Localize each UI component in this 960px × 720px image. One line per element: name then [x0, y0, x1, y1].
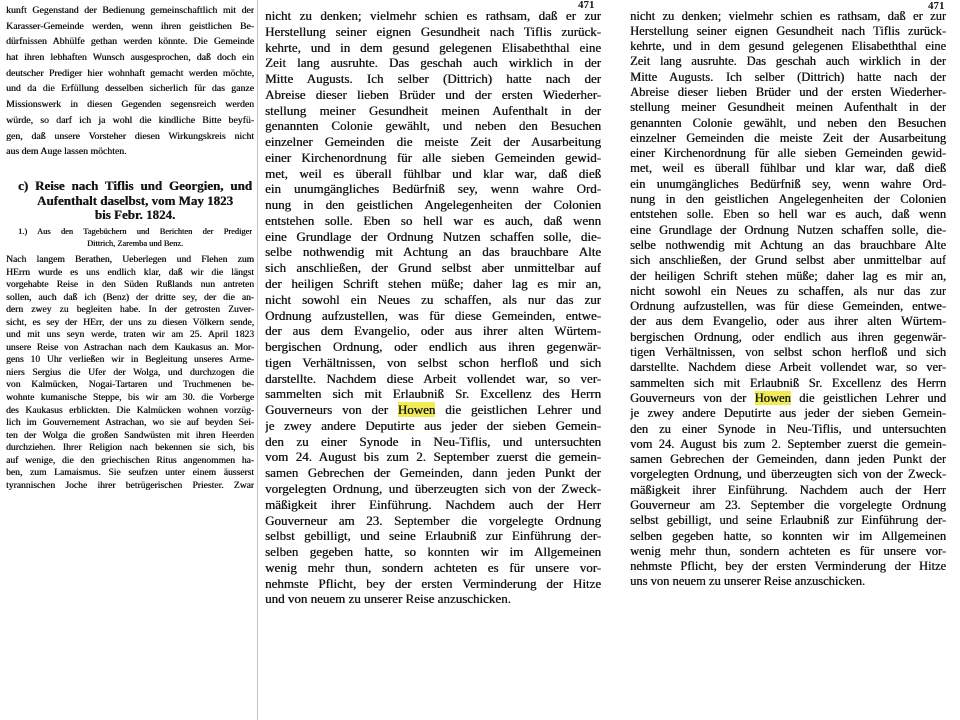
body-paragraph	[6, 254, 254, 492]
text-line: selben gegeben hatte, so konnten wir im Allgemeinen	[265, 544, 601, 560]
text-line: Nach langem Berathen, Ueberlegen und Flehen zum	[6, 254, 254, 265]
text-line: nicht zu denken; vielmehr schien es rathsam, daß er zur	[630, 8, 946, 23]
text-line: vorgelegten Ordnung, und überzeugten sich von der Zweck-	[630, 467, 946, 482]
text-line: der aus dem Evangelio, oder aus ihrer alten Würtem-	[630, 314, 946, 329]
text-line: nicht sowohl ein Neues zu schaffen, als nur das zur	[265, 291, 601, 307]
text-line: HErrn wurde es uns endlich klar, daß wir die längst	[6, 266, 254, 278]
text-line: sammelten sich mit Erlaubniß Sr. Excellenz des Herrn	[265, 386, 601, 402]
text-line: und da die Erfüllung desselben sicherlich für das ganze	[6, 83, 254, 95]
middle-page-scan	[262, 0, 604, 720]
text-line: vom 24. August bis zum 2. September zuerst die gemein-	[630, 436, 946, 451]
text-line: einer Kirchenordnung für alle sieben Gemeinden gewid-	[630, 146, 946, 161]
text-line: Zeit lang ausruhte. Das geschah auch wirklich in der	[630, 54, 946, 69]
text-line: mäßigkeit ihrer Einführung. Nachdem auch der Herr	[265, 496, 601, 512]
highlighted-word: Howen	[754, 390, 791, 405]
text-segment: die geistlichen Lehrer und	[435, 402, 601, 418]
text-line: Abreise dieser lieben Brüder und der ersten Wiederher-	[630, 84, 946, 99]
text-line: bergischen Ordnung, oder endlich aus ihren gegenwär-	[630, 329, 946, 344]
text-line: den zu einer Synode in Neu-Tiflis, und untersuchten	[265, 433, 601, 449]
text-line: einzelner Gemeinden die meiste Zeit der Ausarbeitung	[265, 134, 601, 150]
left-page-scan	[0, 0, 257, 720]
text-line: tigen Verhältnissen, von selbst schon herfloß und sich	[265, 354, 601, 370]
right-page-scan	[626, 0, 956, 720]
section-heading	[18, 179, 252, 223]
text-segment: die geistlichen Lehrer und	[790, 390, 946, 405]
text-line: eine Grundlage der Ordnung Nutzen schaffen solle, die-	[630, 222, 946, 237]
text-line: selbe nothwendig mit Achtung an das brauchbare Alte	[265, 244, 601, 260]
text-line: des Kaukasus erblickten. Die Kalmücken wohnen vorzüg-	[6, 404, 254, 416]
text-line: nehmste Pflicht, bey der ersten Verminderung der Hitze	[265, 575, 601, 591]
text-line: sich anschließen, der Grund selbst aber unmittelbar auf	[265, 260, 601, 276]
text-line: 1.) Aus den Tagebüchern und Berichten der Prediger	[18, 227, 252, 236]
text-line: vorgehabte Reise in den Süden Rußlands nun antreten	[6, 279, 254, 291]
text-line: kehrte, und in dem gesund gelegenen Elisabeththal eine	[265, 39, 601, 55]
text-line: nicht zu denken; vielmehr schien es rathsam, daß er zur	[265, 8, 601, 23]
text-line: wenig mehr thun, sondern achteten es für unsere vor-	[630, 543, 946, 558]
text-line: je zwey andere Deputirte aus jeder der sieben Gemein-	[630, 406, 946, 421]
text-line: durchziehen. Ihrer Religion nach bekennen sie sich, bis	[6, 442, 254, 454]
text-line: Missionswerk in diesen Gegenden segensreich werden	[6, 99, 254, 111]
text-line: von Kalmücken, Nogai-Tartaren und Truchmenen be-	[6, 379, 254, 391]
page-number: 471	[578, 0, 595, 11]
text-line: ein unumgängliches Bedürfniß sey, wenn wahre Ord-	[630, 176, 946, 191]
text-line: selbe nothwendig mit Achtung an das brauchbare Alte	[630, 237, 946, 252]
text-line: Mitte Augusts. Ich selber (Dittrich) hatte nach der	[630, 69, 946, 84]
text-line	[630, 391, 946, 406]
text-line: entstehen solle. Eben so hell war es auch, daß wenn	[630, 207, 946, 222]
text-line: niers Sergius die Ufer der Wolga, und durchzogen die	[6, 366, 254, 378]
text-line: bergischen Ordnung, oder endlich aus ihren gegenwär-	[265, 339, 601, 355]
text-line: darstellte. Nachdem diese Arbeit vollendet war, so ver-	[630, 360, 946, 375]
text-line: ein unumgängliches Bedürfniß sey, wenn wahre Ord-	[265, 181, 601, 197]
text-line: ben, zum Lamaismus. Sie seufzen unter einem äusserst	[6, 467, 254, 479]
text-line: Mitte Augusts. Ich selber (Dittrich) hatte nach der	[265, 71, 601, 87]
text-line: selben gegeben hatte, so konnten wir im Allgemeinen	[630, 528, 946, 543]
text-line: mäßigkeit ihrer Einführung. Nachdem auch der Herr	[630, 482, 946, 497]
text-line: met, weil es überall fühlbar und klar war, daß dieß	[630, 161, 946, 176]
text-line: wenig mehr thun, sondern achteten es für unsere vor-	[265, 559, 601, 575]
text-line: würde, so darf ich ja wohl die kindliche Bitte beyfü-	[6, 114, 254, 126]
text-line: gens 10 Uhr verließen wir in Begleitung unseres Arme-	[6, 354, 254, 366]
scan-divider	[257, 0, 258, 720]
text-line: selbst gebilligt, und seine Erlaubniß zur Einführung der-	[265, 528, 601, 544]
text-line: c) Reise nach Tiflis und Georgien, und	[18, 179, 252, 193]
text-line: genannten Colonie gewählt, und neben den Besuchen	[265, 118, 601, 134]
text-segment: Gouverneurs von der	[265, 402, 398, 418]
text-line: unsere Reise von Astrachan nach dem Kaukasus an. Mor-	[6, 341, 254, 353]
text-line: ten der Wolga die großen Sandwüsten mit ihren Heerden	[6, 429, 254, 441]
text-line: stellung meiner Gesundheit meinen Aufenthalt in der	[630, 100, 946, 115]
text-line: Gouverneur am 23. September die vorgelegte Ordnung	[265, 512, 601, 528]
text-line: gen, daß unsere Vorsteher diesen Wirkungskreis nicht	[6, 130, 254, 142]
text-line: met, weil es überall fühlbar und klar war, daß dieß	[265, 165, 601, 181]
text-line: samen Gebrechen der Gemeinden, dann jeden Punkt der	[265, 465, 601, 481]
text-line	[265, 402, 601, 418]
text-line: aus dem Auge lassen möchten.	[6, 146, 127, 158]
text-line: stellung meiner Gesundheit meinen Aufenthalt in der	[265, 102, 601, 118]
text-line: Aufenthalt daselbst, vom May 1823	[36, 193, 234, 208]
text-line: dürfnissen Abhülfe gethan werden könnte. Die Gemeinde	[6, 36, 254, 48]
text-line: lich im Gouvernement Astrachan, wo sie auf beyden Sei-	[6, 417, 254, 429]
text-line: auf wenige, die den griechischen Ritus angenommen ha-	[6, 454, 254, 466]
text-line: genannten Colonie gewählt, und neben den Besuchen	[630, 115, 946, 130]
text-line: Dittrich, Zaremba und Benz.	[86, 238, 184, 248]
text-line: nicht sowohl ein Neues zu schaffen, als nur das zur	[630, 283, 946, 298]
text-line: kehrte, und in dem gesund gelegenen Elisabeththal eine	[630, 39, 946, 54]
text-line: tyrannischen Joche ihrer betrügerischen Priester. Zwar	[6, 479, 254, 491]
text-line: Ordnung aufzustellen, was für diese Gemeinden, entwe-	[265, 307, 601, 323]
page-text	[630, 9, 946, 590]
text-line: sammelten sich mit Erlaubniß Sr. Excellenz des Herrn	[630, 375, 946, 390]
text-line: samen Gebrechen der Gemeinden, dann jeden Punkt der	[630, 452, 946, 467]
text-line: einer Kirchenordnung für alle sieben Gemeinden gewid-	[265, 149, 601, 165]
text-line: den zu einer Synode in Neu-Tiflis, und untersuchten	[630, 421, 946, 436]
text-line: sicht, es sey der HErr, der uns zu diesen Völkern sende,	[6, 316, 254, 328]
text-line: Zeit lang ausruhte. Das geschah auch wirklich in der	[265, 55, 601, 71]
text-line: je zwey andere Deputirte aus jeder der sieben Gemein-	[265, 417, 601, 433]
text-line: Herstellung seiner eignen Gesundheit nach Tiflis zurück-	[630, 23, 946, 38]
text-line: bis Febr. 1824.	[94, 208, 176, 222]
text-line: der heiligen Schrift stehen müße; daher lag es mir an,	[630, 268, 946, 283]
text-line: und mit uns seyn werde, traten wir am 25. April 1823	[6, 329, 254, 341]
text-line: und von neuem zu unserer Reise anzuschicken.	[265, 591, 511, 607]
text-line: tigen Verhältnissen, von selbst schon herfloß und sich	[630, 345, 946, 360]
text-line: der aus dem Evangelio, oder aus ihrer alten Würtem-	[265, 323, 601, 339]
text-line: uns von neuem zu unserer Reise anzuschicken.	[630, 574, 865, 589]
text-segment: Gouverneurs von der	[630, 390, 755, 405]
text-line: einzelner Gemeinden die meiste Zeit der Ausarbeitung	[630, 130, 946, 145]
text-line: darstellte. Nachdem diese Arbeit vollendet war, so ver-	[265, 370, 601, 386]
highlighted-word: Howen	[397, 402, 436, 418]
text-line: deutscher Prediger hier wohnhaft gemacht werden möchte,	[6, 67, 254, 79]
page-number: 471	[928, 0, 945, 12]
text-line: selbst gebilligt, und seine Erlaubniß zur Einführung der-	[630, 513, 946, 528]
text-line: dern zwey zu begleiten habe. In der getrosten Zuver-	[6, 304, 254, 316]
text-line: entstehen solle. Eben so hell war es auch, daß wenn	[265, 212, 601, 228]
text-line: Gouverneur am 23. September die vorgelegte Ordnung	[630, 498, 946, 512]
text-line: vom 24. August bis zum 2. September zuerst die gemein-	[265, 449, 601, 465]
text-line: eine Grundlage der Ordnung Nutzen schaffen solle, die-	[265, 228, 601, 244]
source-note	[18, 226, 252, 249]
text-line: Abreise dieser lieben Brüder und der ersten Wiederher-	[265, 86, 601, 102]
text-line: sollen, auch daß ich (Benz) der dritte sey, der die an-	[6, 291, 254, 303]
text-line: Herstellung seiner eignen Gesundheit nach Tiflis zurück-	[265, 23, 601, 39]
text-line: wohnte kumanische Steppe, bis wir am 30. die Vorberge	[6, 392, 254, 404]
text-line: Karasser-Gemeinde werden, wenn ihren geistlichen Be-	[6, 20, 254, 32]
text-line: hat ihren lebhaften Wunsch ausgesprochen, daß doch ein	[6, 52, 254, 64]
text-line: nehmste Pflicht, bey der ersten Verminderung der Hitze	[630, 559, 946, 574]
text-line: der heiligen Schrift stehen müße; daher lag es mir an,	[265, 276, 601, 292]
text-line: vorgelegten Ordnung, und überzeugten sich von der Zweck-	[265, 480, 601, 496]
intro-paragraph	[6, 3, 254, 160]
text-line: sich anschließen, der Grund selbst aber unmittelbar auf	[630, 253, 946, 268]
page-text	[265, 8, 601, 607]
text-line: Ordnung aufzustellen, was für diese Gemeinden, entwe-	[630, 299, 946, 314]
text-line: nung in den geistlichen Angelegenheiten der Colonien	[265, 197, 601, 213]
text-line: nung in den geistlichen Angelegenheiten der Colonien	[630, 192, 946, 207]
text-line: kunft Gegenstand der Bedienung gemeinschaftlich mit der	[6, 5, 254, 16]
